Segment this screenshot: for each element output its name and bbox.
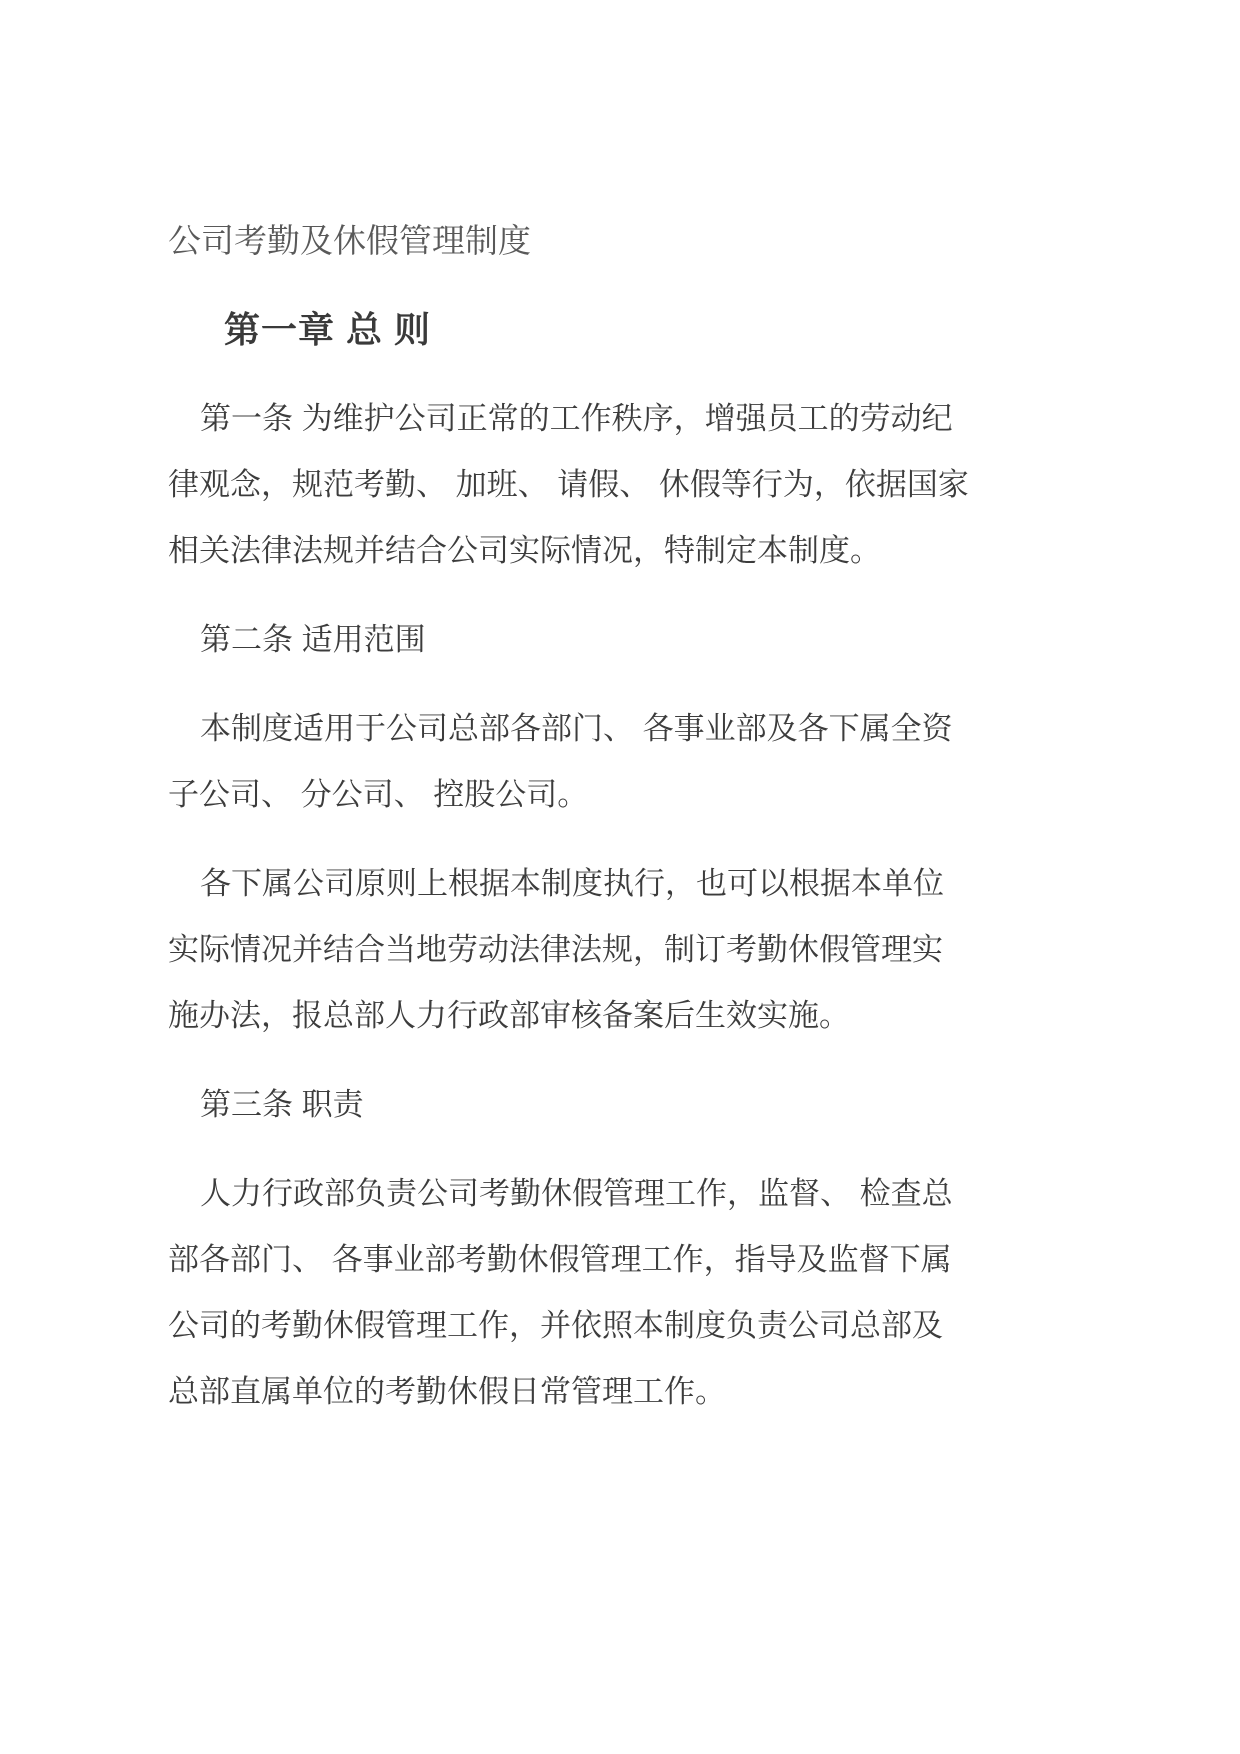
text-line: 总部直属单位的考勤休假日常管理工作。 bbox=[168, 1374, 726, 1409]
text-line: 施办法，报总部人力行政部审核备案后生效实施。 bbox=[168, 998, 850, 1033]
paragraph-article-2-scope bbox=[168, 696, 1018, 828]
text-line: 部各部门、 各事业部考勤休假管理工作，指导及监督下属 bbox=[168, 1242, 952, 1277]
text-line: 公司的考勤休假管理工作，并依照本制度负责公司总部及 bbox=[168, 1308, 943, 1343]
text-line: 人力行政部负责公司考勤休假管理工作，监督、 检查总 bbox=[200, 1176, 953, 1211]
paragraph-article-1 bbox=[168, 386, 1018, 584]
paragraph-article-2-heading bbox=[168, 607, 1018, 673]
paragraph-article-3-duties bbox=[168, 1161, 1018, 1425]
document-content bbox=[168, 208, 1018, 1425]
text-line: 律观念，规范考勤、 加班、 请假、 休假等行为，依据国家 bbox=[168, 467, 969, 502]
chapter-heading: 第一章 总 则 bbox=[224, 309, 432, 350]
text-line: 第二条 适用范围 bbox=[200, 622, 426, 657]
text-line: 各下属公司原则上根据本制度执行，也可以根据本单位 bbox=[200, 866, 944, 901]
text-line: 子公司、 分公司、 控股公司。 bbox=[168, 777, 589, 812]
paragraph-article-3-heading bbox=[168, 1072, 1018, 1138]
document-title: 公司考勤及休假管理制度 bbox=[168, 222, 531, 259]
text-line: 第三条 职责 bbox=[200, 1087, 364, 1122]
text-line: 实际情况并结合当地劳动法律法规，制订考勤休假管理实 bbox=[168, 932, 943, 967]
text-line: 本制度适用于公司总部各部门、 各事业部及各下属全资 bbox=[200, 711, 953, 746]
text-line: 第一条 为维护公司正常的工作秩序，增强员工的劳动纪 bbox=[200, 401, 953, 436]
text-line: 相关法律法规并结合公司实际情况，特制定本制度。 bbox=[168, 533, 881, 568]
paragraph-article-2-subsidiary-rule bbox=[168, 851, 1018, 1049]
